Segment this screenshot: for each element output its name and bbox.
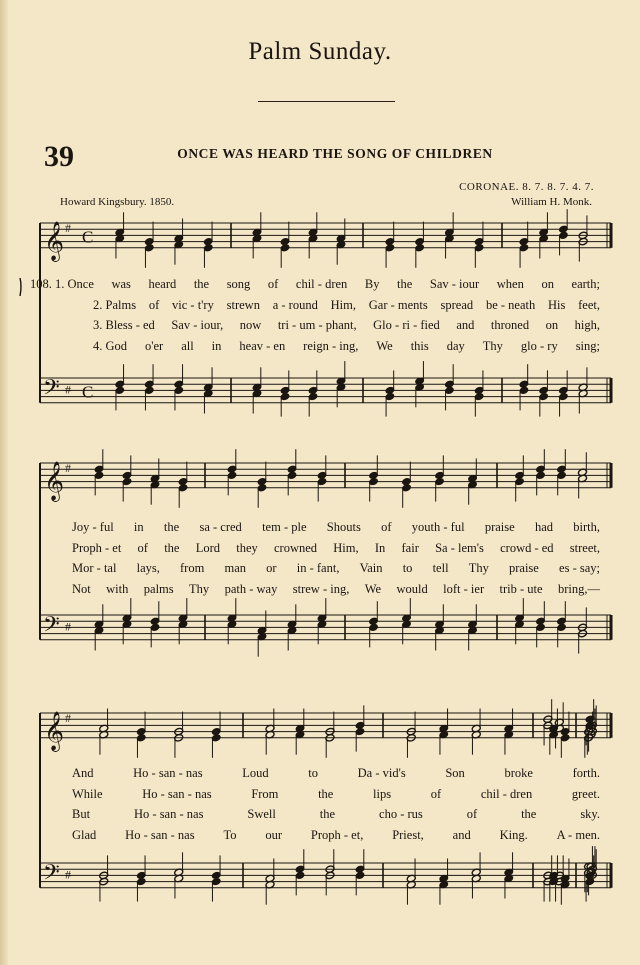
lyric-syllable: A - men.	[556, 827, 600, 842]
lyric-syllable: of	[137, 540, 148, 555]
lyric-syllable: the	[164, 540, 180, 555]
lyric-syllable: when	[496, 277, 524, 291]
lyric-line	[0, 807, 640, 823]
lyric-syllable: birth,	[573, 520, 600, 534]
lyric-syllable: man	[224, 561, 247, 575]
lyric-syllable: praise	[484, 520, 515, 534]
lyric-syllable: Glo - ri - fied	[373, 318, 440, 332]
lyric-syllable: would	[396, 581, 428, 596]
lyric-syllable: heav - en	[239, 338, 286, 353]
lyric-syllable: Swell	[247, 807, 276, 821]
lyric-syllable: from	[180, 561, 205, 575]
bass-clef-icon: 𝄢	[43, 612, 60, 643]
lyric-syllable: Da - vid's	[357, 766, 406, 780]
lyric-syllable: Priest,	[392, 827, 424, 842]
lyric-syllable: praise	[509, 561, 539, 575]
lyric-syllable: trib - ute	[499, 581, 543, 596]
lyric-syllable: on	[541, 277, 554, 291]
lyric-syllable: Proph - et	[72, 540, 122, 555]
sharp-icon: #	[65, 619, 71, 634]
lyric-syllable: Ho - san - nas	[133, 766, 203, 780]
treble-clef-icon: 𝄞	[44, 710, 65, 751]
lyric-syllable: and	[456, 318, 475, 332]
lyric-syllable: tem - ple	[262, 520, 307, 534]
lyric-syllable: sa - cred	[199, 520, 242, 534]
sharp-icon: #	[65, 867, 71, 882]
lyric-syllable: path - way	[224, 581, 278, 596]
lyric-syllable: of	[466, 807, 478, 821]
lyric-syllable: the	[319, 807, 336, 821]
lyric-syllable: loft - ier	[443, 581, 485, 596]
lyric-syllable: crowd - ed	[500, 540, 554, 555]
lyric-syllable: our	[265, 827, 283, 842]
lyric-syllable: palms	[143, 581, 174, 596]
tune-name-meter: CORONAE. 8. 7. 8. 7. 4. 7.	[459, 181, 594, 193]
sharp-icon: #	[65, 382, 71, 397]
lyric-syllable: to	[308, 766, 318, 780]
lyric-syllable: heard	[148, 277, 177, 291]
lyric-syllable: lays,	[136, 561, 160, 575]
lyric-syllable: glo - ry	[520, 338, 558, 353]
lyric-syllable: From	[251, 786, 279, 801]
lyric-syllable: had	[534, 520, 553, 534]
lyric-syllable: high,	[574, 318, 600, 332]
lyric-line	[0, 766, 640, 782]
lyric-syllable: o'er	[145, 338, 164, 353]
lyric-syllable: And	[72, 766, 94, 780]
lyric-syllable: with	[106, 581, 129, 596]
lyric-syllable: Sav - iour	[429, 277, 480, 291]
lyric-syllable: Ho - san - nas	[142, 786, 212, 801]
lyric-syllable: Him,	[333, 540, 359, 555]
sharp-icon: #	[65, 221, 71, 236]
common-time-icon: C	[82, 227, 94, 247]
lyric-syllable: Mor - tal	[72, 561, 117, 575]
lyric-syllable: forth.	[572, 766, 600, 780]
lyric-syllable: Joy - ful	[72, 520, 114, 534]
lyric-syllable: tell	[432, 561, 449, 575]
lyric-syllable: broke	[504, 766, 533, 780]
lyric-syllable: Thy	[482, 338, 503, 353]
sharp-icon: #	[65, 461, 71, 476]
lyric-syllable: sky.	[580, 807, 600, 821]
treble-clef-icon: 𝄞	[44, 220, 65, 261]
lyric-syllable: song	[226, 277, 251, 291]
lyric-syllable: To	[223, 827, 237, 842]
lyric-syllable: tri - um - phant,	[277, 318, 357, 332]
lyric-syllable: strewn	[226, 297, 260, 312]
lyric-syllable: By	[364, 277, 380, 291]
lyric-syllable: Lord	[195, 540, 220, 555]
lyric-syllable: be - neath	[485, 297, 536, 312]
lyric-line	[0, 541, 640, 557]
hymn-number: 39	[44, 140, 74, 173]
lyric-syllable: Ho - san - nas	[134, 807, 204, 821]
lyric-syllable: feet,	[578, 297, 600, 312]
lyric-syllable: the	[318, 786, 334, 801]
lyric-syllable: Gar - ments	[368, 297, 428, 312]
lyric-syllable: King.	[499, 827, 528, 842]
lyric-syllable: in	[211, 338, 222, 353]
lyric-syllable: the	[193, 277, 210, 291]
lyric-syllable: es - say;	[559, 561, 600, 575]
lyric-syllable: was	[111, 277, 131, 291]
lyric-syllable: We	[376, 338, 393, 353]
lyric-syllable: youth - ful	[411, 520, 465, 534]
lyric-syllable: on	[545, 318, 559, 332]
lyric-syllable: of	[381, 520, 392, 534]
lyric-syllable: throned	[490, 318, 530, 332]
lyric-syllable: and	[452, 827, 471, 842]
lyric-syllable: the	[163, 520, 180, 534]
lyric-syllable: chil - dren	[295, 277, 348, 291]
treble-clef-icon: 𝄞	[44, 460, 65, 501]
lyric-syllable: this	[410, 338, 429, 353]
lyric-syllable: earth;	[571, 277, 600, 291]
lyric-syllable: 108. 1. Once	[30, 277, 94, 291]
lyric-syllable: Him,	[330, 297, 356, 312]
lyric-syllable: vic - t'ry	[172, 297, 214, 312]
bass-clef-icon: 𝄢	[43, 860, 60, 891]
lyric-line	[0, 339, 640, 355]
lyric-syllable: crowned	[274, 540, 318, 555]
lyric-syllable: greet.	[571, 786, 600, 801]
lyric-syllable: While	[72, 786, 103, 801]
lyric-syllable: or	[266, 561, 277, 575]
lyric-syllable: But	[72, 807, 91, 821]
lyric-syllable: street,	[569, 540, 600, 555]
lyric-syllable: reign - ing,	[303, 338, 359, 353]
lyric-syllable: of	[148, 297, 160, 312]
lyric-line	[0, 277, 640, 293]
sharp-icon: #	[65, 711, 71, 726]
lyric-syllable: cho - rus	[379, 807, 423, 821]
lyric-syllable: lips	[373, 786, 392, 801]
lyric-syllable: they	[236, 540, 258, 555]
lyric-syllable: of	[430, 786, 442, 801]
lyric-syllable: 3. Bless - ed	[93, 318, 155, 332]
lyric-syllable: Not	[72, 581, 91, 596]
lyric-line	[0, 787, 640, 803]
lyric-line	[0, 520, 640, 536]
lyric-syllable: to	[402, 561, 413, 575]
lyric-syllable: strew - ing,	[292, 581, 350, 596]
lyric-syllable: Glad	[72, 827, 97, 842]
lyric-syllable: Son	[445, 766, 465, 780]
lyric-syllable: now	[239, 318, 262, 332]
lyric-syllable: 2. Palms	[93, 297, 137, 312]
author-credit: Howard Kingsbury. 1850.	[60, 196, 175, 208]
lyric-syllable: His	[547, 297, 566, 312]
lyric-syllable: spread	[440, 297, 474, 312]
lyric-line	[0, 298, 640, 314]
lyric-line	[0, 582, 640, 598]
lyric-syllable: We	[364, 581, 382, 596]
lyric-line	[0, 828, 640, 844]
lyric-syllable: the	[397, 277, 413, 291]
lyric-syllable: in - fant,	[296, 561, 340, 575]
lyric-syllable: bring,—	[557, 581, 600, 596]
lyric-syllable: Proph - et,	[310, 827, 364, 842]
section-title: Palm Sunday.	[248, 38, 392, 65]
lyric-syllable: a - round	[272, 297, 318, 312]
lyric-syllable: Sav - iour,	[171, 318, 224, 332]
lyric-syllable: all	[181, 338, 194, 353]
lyric-syllable: Loud	[242, 766, 269, 780]
bass-clef-icon: 𝄢	[43, 375, 60, 406]
lyric-syllable: In	[374, 540, 386, 555]
lyric-syllable: 4. God	[93, 338, 128, 353]
lyric-line	[0, 561, 640, 577]
lyric-line	[0, 318, 640, 334]
lyric-syllable: day	[446, 338, 465, 353]
lyric-syllable: Shouts	[326, 520, 361, 534]
hymn-title: ONCE WAS HEARD THE SONG OF CHILDREN	[177, 146, 493, 161]
lyric-syllable: in	[133, 520, 144, 534]
composer-credit: William H. Monk.	[511, 196, 592, 208]
lyric-syllable: Ho - san - nas	[125, 827, 195, 842]
lyric-syllable: Vain	[359, 561, 383, 575]
lyric-syllable: Thy	[189, 581, 210, 596]
lyric-syllable: the	[521, 807, 537, 821]
lyric-syllable: Sa - lem's	[435, 540, 484, 555]
common-time-icon: C	[82, 382, 94, 402]
lyric-syllable: Thy	[468, 561, 489, 575]
lyric-syllable: sing;	[575, 338, 600, 353]
lyric-syllable: fair	[401, 540, 419, 555]
lyric-syllable: of	[267, 277, 279, 291]
lyric-syllable: chil - dren	[480, 786, 533, 801]
